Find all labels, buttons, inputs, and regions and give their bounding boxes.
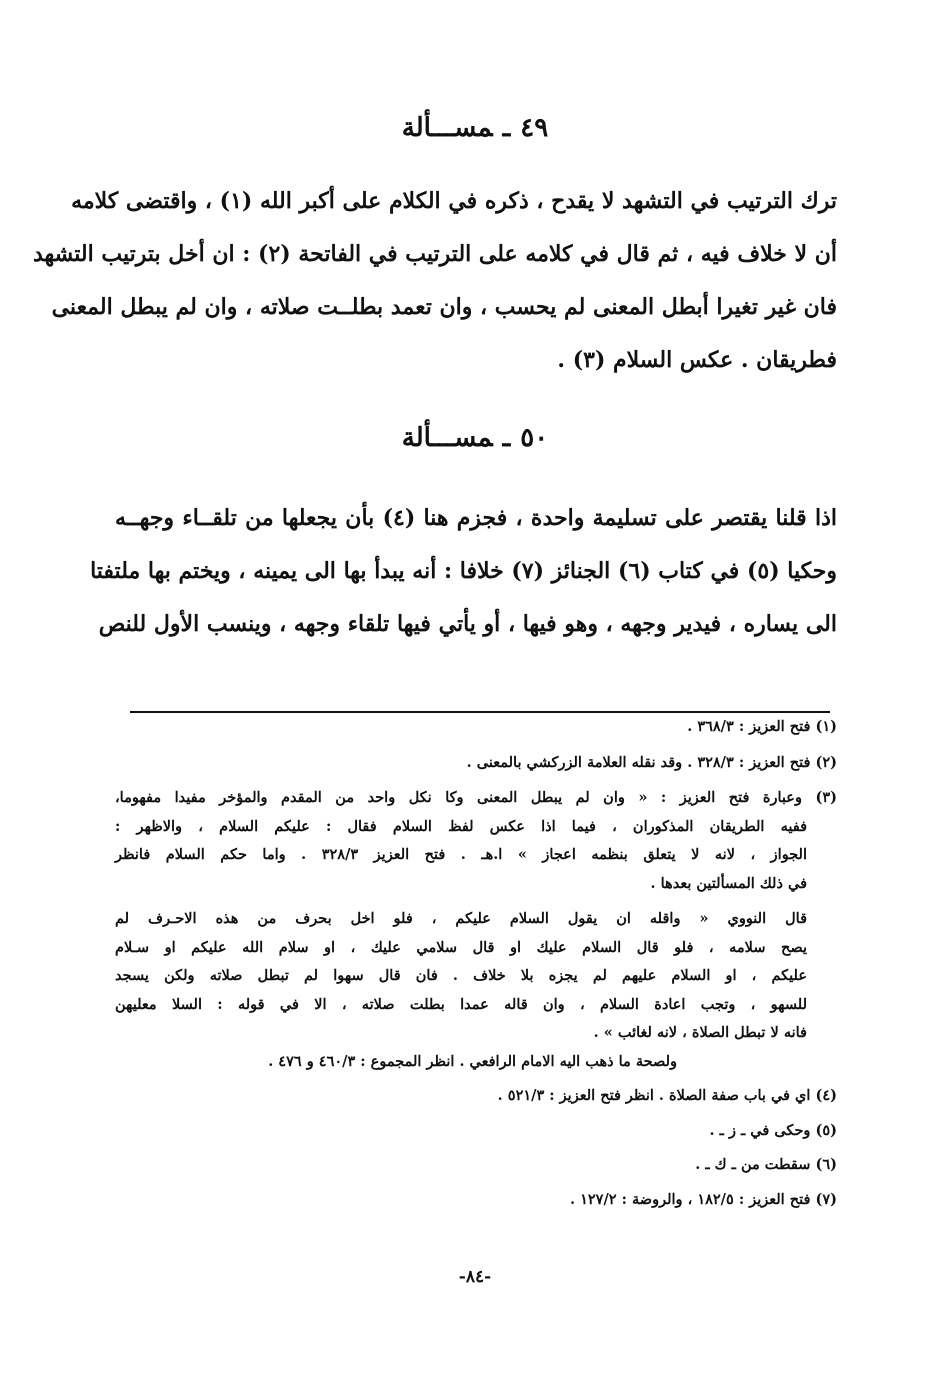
- section-dash: ـ: [502, 113, 511, 143]
- section-49-body: [32, 175, 837, 387]
- footnote-3-quote: يصح سلامه ، فلو قال السلام عليك او قال سلامي عليك ، او سلام الله عليكم او سـلام: [115, 938, 807, 956]
- body-line: أن لا خلاف فيه ، ثم قال في كلامه على الترتيب في الفاتحة (٢) : ان أخل بترتيب التشهد: [32, 241, 837, 267]
- section-title: مســـألة: [401, 113, 493, 143]
- body-line: ترك الترتيب في التشهد لا يقدح ، ذكره في الكلام على أكبر الله (١) ، واقتضى كلامه: [71, 188, 837, 214]
- section-50-body: [90, 492, 837, 651]
- footnote-3-quote: قال النووي « واقله ان يقول السلام عليكم ، فلو اخل بحرف من هذه الاحـرف لم: [115, 910, 807, 927]
- body-line: فطريقان . عكس السلام (٣) .: [557, 347, 837, 373]
- footnote-5: (٥) وحكى في ـ ز ـ .: [709, 1121, 837, 1139]
- body-line: فان غير تغيرا أبطل المعنى لم يحسب ، وان تعمد بطلــت صلاته ، وان لم يبطل المعنى: [51, 294, 837, 320]
- footnote-3-continued: ففيه الطريقان المذكوران ، فيما اذا عكس لفظ السلام فقال : عليكم السلام ، والاظهر :: [115, 817, 807, 835]
- section-dash: ـ: [502, 423, 511, 453]
- section-title: مســـألة: [401, 423, 493, 453]
- section-heading-50: [0, 418, 950, 458]
- body-line: الى يساره ، فيدير وجهه ، وهو فيها ، أو يأتي فيها تلقاء وجهه ، وينسب الأول للنص: [98, 611, 837, 637]
- footnote-6: (٦) سقطت من ـ ك ـ .: [695, 1156, 837, 1173]
- footnotes: [115, 713, 837, 1214]
- footnote-3: (٣) وعبارة فتح العزيز : « وان لم يبطل المعنى وكا نكل واحد من المقدم والمؤخر مفيدا مفهوما،: [115, 789, 837, 806]
- footnote-4: (٤) اي في باب صفة الصلاة . انظر فتح العزيز : ٥٢١/٣ .: [497, 1087, 837, 1104]
- footnote-3-continued: الجواز ، لانه لا يتعلق بنظمه اعجاز » ا.هـ . فتح العزيز ٣٢٨/٣ . واما حكم السلام فانظر: [115, 846, 807, 863]
- footnote-2: (٢) فتح العزيز : ٣٢٨/٣ . وقد نقله العلامة الزركشي بالمعنى .: [466, 753, 837, 771]
- footnote-3-quote: عليكم ، او السلام عليهم لم يجزه بلا خلاف . فان قال سهوا لم تبطل صلاته ولكن يسجد: [115, 967, 807, 984]
- page-number: -٨٤-: [458, 1267, 492, 1287]
- footnote-3-quote: للسهو ، وتجب اعادة السلام ، وان قاله عمدا بطلت صلاته ، الا في قوله : السلا معليهن: [115, 995, 807, 1013]
- footnote-3-quote: فانه لا تبطل الصلاة ، لانه لغائب » .: [593, 1024, 807, 1041]
- body-line: وحكيا (٥) في كتاب (٦) الجنائز (٧) خلافا : أنه يبدأ بها الى يمينه ، ويختم بها ملتفتا: [90, 558, 837, 584]
- footnote-3-continued: في ذلك المسألتين بعدها .: [650, 874, 807, 892]
- footnote-3-reference: ولصحة ما ذهب اليه الامام الرافعي . انظر المجموع : ٤٦٠/٣ و ٤٧٦ .: [268, 1052, 677, 1070]
- footnote-1: (١) فتح العزيز : ٣٦٨/٣ .: [687, 718, 837, 735]
- section-number: ٤٩: [520, 113, 549, 143]
- footnote-7: (٧) فتح العزيز : ١٨٢/٥ ، والروضة : ١٢٧/٢ .: [569, 1190, 837, 1208]
- section-number: ٥٠: [520, 423, 549, 453]
- section-heading-49: [0, 108, 950, 148]
- body-line: اذا قلنا يقتصر على تسليمة واحدة ، فجزم هنا (٤) بأن يجعلها من تلقــاء وجهــه: [115, 505, 837, 531]
